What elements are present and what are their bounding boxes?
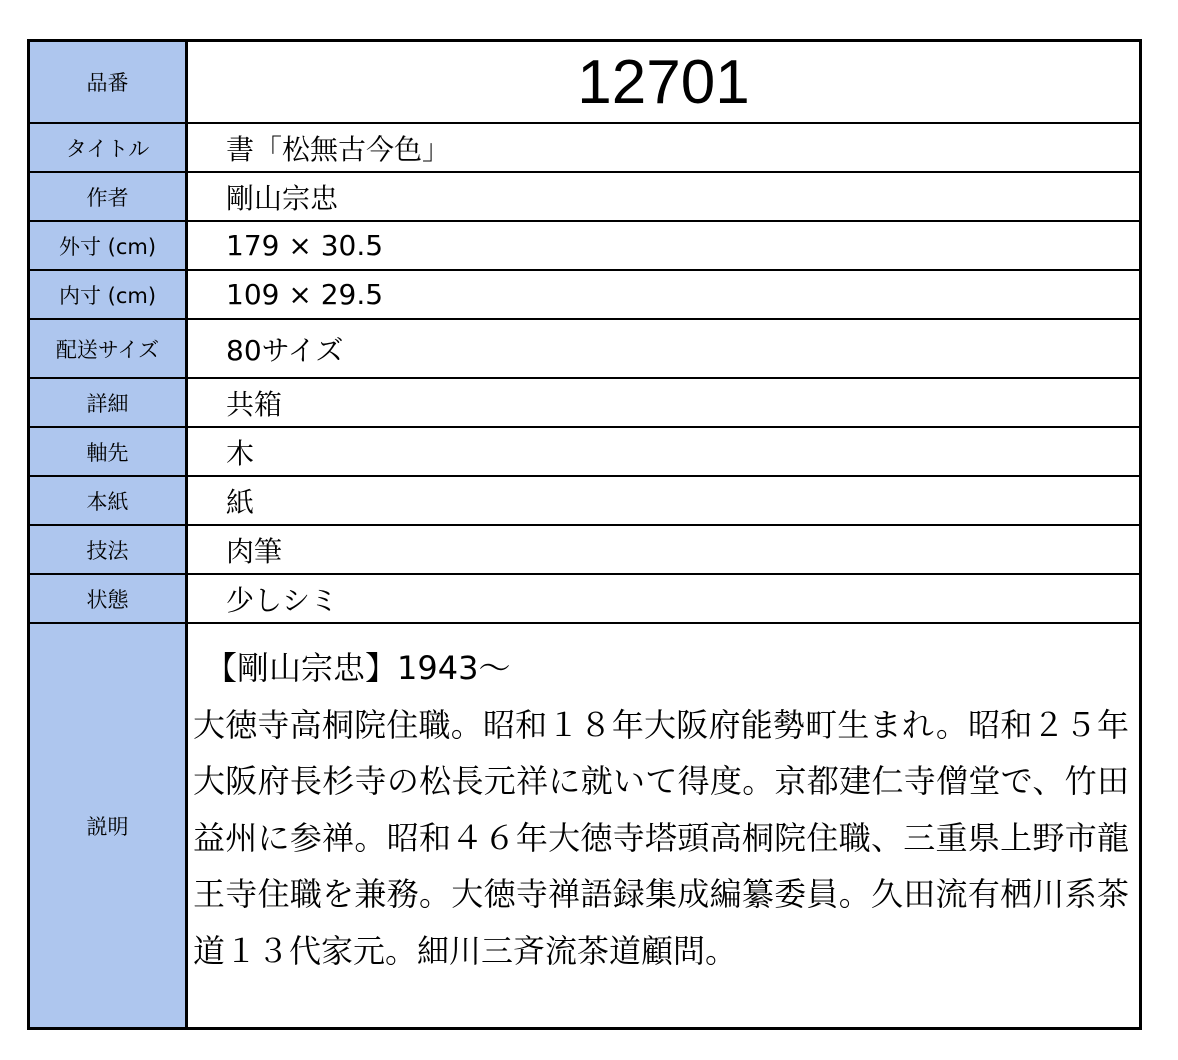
row-description: [30, 624, 1139, 1027]
technique-value: 肉筆: [226, 534, 283, 568]
row-technique: [30, 526, 1139, 575]
row-base-material: [30, 477, 1139, 526]
description-label: 説明: [30, 624, 188, 1027]
row-shipping-size: [30, 320, 1139, 379]
condition-value: 少しシミ: [226, 583, 339, 617]
item-number-value: 12701: [577, 47, 750, 117]
shipping-size-value: 80サイズ: [226, 333, 344, 367]
description-heading: 【剛山宗忠】1943～: [205, 649, 511, 687]
row-details: [30, 379, 1139, 428]
item-spec-table: [27, 39, 1142, 1030]
shipping-size-label: 配送サイズ: [30, 320, 188, 377]
base-material-value: 紙: [226, 485, 255, 519]
inner-size-value: 109 × 29.5: [226, 278, 384, 311]
roller-end-value: 木: [226, 436, 255, 470]
roller-end-label: 軸先: [30, 428, 188, 475]
row-item-number: [30, 42, 1139, 124]
description-value: [188, 624, 1139, 1027]
details-value: 共箱: [226, 387, 283, 421]
inner-size-label: 内寸 (cm): [30, 271, 188, 318]
title-label: タイトル: [30, 124, 188, 171]
title-value: 書「松無古今色」: [226, 132, 451, 166]
technique-label: 技法: [30, 526, 188, 573]
row-artist: [30, 173, 1139, 222]
row-roller-end: [30, 428, 1139, 477]
artist-value: 剛山宗忠: [226, 181, 339, 215]
details-label: 詳細: [30, 379, 188, 426]
base-material-label: 本紙: [30, 477, 188, 524]
row-inner-size: [30, 271, 1139, 320]
row-title: [30, 124, 1139, 173]
outer-size-value: 179 × 30.5: [226, 229, 384, 262]
description-text: 大徳寺高桐院住職。昭和１８年大阪府能勢町生まれ。昭和２５年大阪府長杉寺の松長元祥に就いて得度。京都建仁寺僧堂で、竹田益州に参禅。昭和４６年大徳寺塔頭高桐院住職、三重県上野市龍王寺住職を兼務。大徳寺禅語録集成編纂委員。久田流有栖川系茶道１３代家元。細川三斉流茶道顧問。: [193, 705, 1129, 970]
condition-label: 状態: [30, 575, 188, 622]
item-number-label: 品番: [30, 42, 188, 122]
artist-label: 作者: [30, 173, 188, 220]
row-outer-size: [30, 222, 1139, 271]
row-condition: [30, 575, 1139, 624]
outer-size-label: 外寸 (cm): [30, 222, 188, 269]
